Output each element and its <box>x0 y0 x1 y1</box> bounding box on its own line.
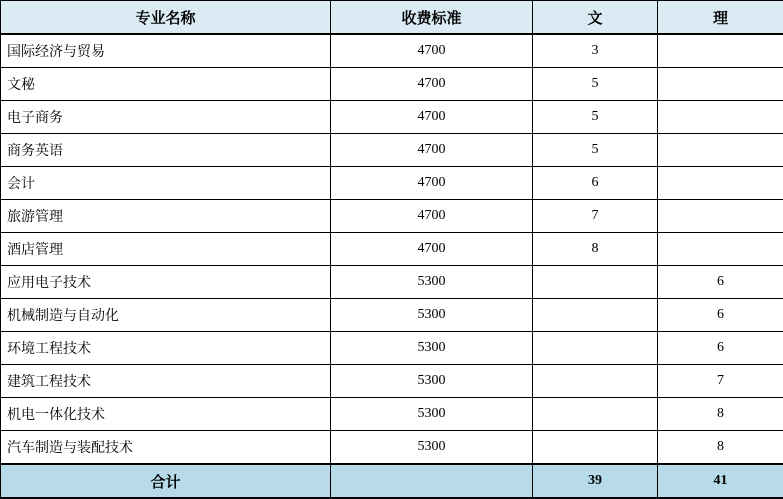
table-row <box>1 134 783 167</box>
total-li-cell: 41 <box>658 464 783 498</box>
cell-li: 8 <box>658 398 783 431</box>
table-row <box>1 365 783 398</box>
cell-fee: 4700 <box>331 200 533 233</box>
cell-fee: 4700 <box>331 101 533 134</box>
table-row <box>1 101 783 134</box>
table-row <box>1 398 783 431</box>
table-row <box>1 431 783 465</box>
cell-fee: 4700 <box>331 134 533 167</box>
cell-li <box>658 233 783 266</box>
cell-major: 文秘 <box>1 68 331 101</box>
cell-wen <box>533 332 658 365</box>
cell-major: 汽车制造与装配技术 <box>1 431 331 465</box>
table-row <box>1 233 783 266</box>
cell-wen: 6 <box>533 167 658 200</box>
table-row <box>1 68 783 101</box>
table-row <box>1 167 783 200</box>
cell-fee: 4700 <box>331 233 533 266</box>
cell-major: 机电一体化技术 <box>1 398 331 431</box>
cell-wen: 8 <box>533 233 658 266</box>
cell-fee: 5300 <box>331 299 533 332</box>
cell-major: 国际经济与贸易 <box>1 34 331 68</box>
cell-fee: 4700 <box>331 68 533 101</box>
cell-fee: 5300 <box>331 398 533 431</box>
cell-li: 6 <box>658 299 783 332</box>
table-row <box>1 34 783 68</box>
table-row <box>1 299 783 332</box>
total-fee-cell <box>331 464 533 498</box>
cell-major: 商务英语 <box>1 134 331 167</box>
cell-major: 建筑工程技术 <box>1 365 331 398</box>
total-wen-cell: 39 <box>533 464 658 498</box>
cell-wen <box>533 365 658 398</box>
cell-major: 机械制造与自动化 <box>1 299 331 332</box>
cell-major: 旅游管理 <box>1 200 331 233</box>
table-row <box>1 332 783 365</box>
cell-major: 应用电子技术 <box>1 266 331 299</box>
table-row <box>1 266 783 299</box>
cell-fee: 5300 <box>331 266 533 299</box>
cell-li: 7 <box>658 365 783 398</box>
cell-fee: 5300 <box>331 365 533 398</box>
cell-fee: 5300 <box>331 431 533 465</box>
cell-wen: 7 <box>533 200 658 233</box>
cell-wen <box>533 266 658 299</box>
cell-wen: 5 <box>533 134 658 167</box>
col-header-fee: 收费标准 <box>331 1 533 35</box>
cell-major: 会计 <box>1 167 331 200</box>
cell-major: 电子商务 <box>1 101 331 134</box>
cell-wen <box>533 299 658 332</box>
cell-wen: 5 <box>533 101 658 134</box>
cell-li: 6 <box>658 266 783 299</box>
total-row <box>1 464 783 498</box>
cell-fee: 4700 <box>331 34 533 68</box>
cell-li: 6 <box>658 332 783 365</box>
cell-wen <box>533 431 658 465</box>
cell-li <box>658 68 783 101</box>
cell-wen <box>533 398 658 431</box>
cell-li <box>658 200 783 233</box>
cell-li: 8 <box>658 431 783 465</box>
cell-major: 环境工程技术 <box>1 332 331 365</box>
table-row <box>1 200 783 233</box>
cell-major: 酒店管理 <box>1 233 331 266</box>
col-header-wen: 文 <box>533 1 658 35</box>
cell-li <box>658 167 783 200</box>
cell-li <box>658 34 783 68</box>
cell-fee: 5300 <box>331 332 533 365</box>
col-header-major: 专业名称 <box>1 1 331 35</box>
header-row <box>1 1 783 35</box>
cell-li <box>658 101 783 134</box>
cell-wen: 5 <box>533 68 658 101</box>
cell-li <box>658 134 783 167</box>
cell-fee: 4700 <box>331 167 533 200</box>
cell-wen: 3 <box>533 34 658 68</box>
col-header-li: 理 <box>658 1 783 35</box>
total-label: 合计 <box>1 464 331 498</box>
